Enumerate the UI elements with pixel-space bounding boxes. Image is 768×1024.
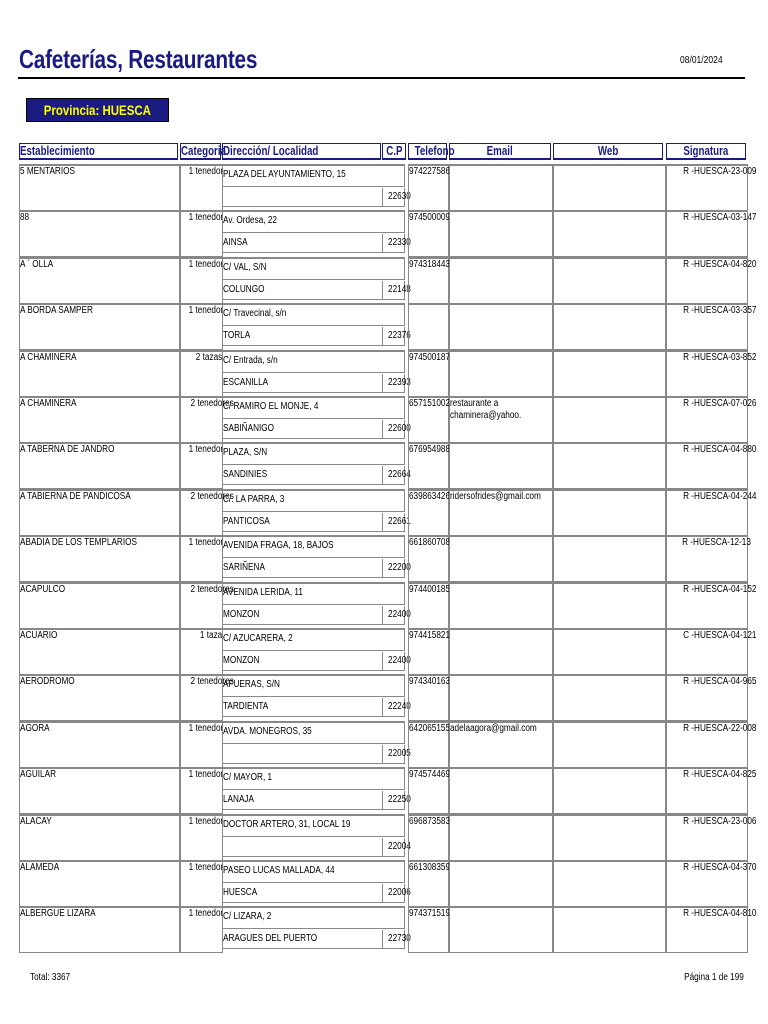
cell-direccion: AVENIDA LERIDA, 11 [222,582,405,605]
cell-cp: 22661 [382,513,405,532]
cell-cp: 22393 [382,374,405,393]
cell-localidad: ARAGUES DEL PUERTO [222,930,382,949]
cell-signatura: R -HUESCA-12-13 [666,535,748,582]
cell-name: A BORDA SAMPER [19,303,180,350]
table-row [19,767,757,812]
table-row [19,489,757,534]
cell-categoria: 1 tenedor [180,303,223,350]
cell-name: ALAMEDA [19,860,180,907]
cell-direccion: PLAZA, S/N [222,442,405,465]
cell-telefono [408,303,449,350]
cell-direccion: PLAZA DEL AYUNTAMIENTO, 15 [222,164,405,187]
cell-telefono: 974500187 [408,350,449,397]
cell-web [553,210,666,257]
cell-web [553,257,666,304]
table-row [19,721,757,766]
cell-cp: 22600 [382,420,405,439]
cell-name: A CHAMINERA [19,350,180,397]
cell-cp: 22250 [382,791,405,810]
report-date: 08/01/2024 [680,55,723,66]
cell-email [449,350,553,397]
column-header-establecimiento: Establecimiento [19,143,178,160]
cell-categoria: 1 tenedor [180,814,223,861]
cell-cp: 22005 [382,745,405,764]
cell-direccion: AVDA. MONEGROS, 35 [222,721,405,744]
cell-direccion: DOCTOR ARTERO, 31, LOCAL 19 [222,814,405,837]
cell-localidad: AINSA [222,234,382,253]
province-label: Provincia: HUESCA [43,102,152,118]
cell-telefono: 974318443 [408,257,449,304]
cell-telefono: 974574469 [408,767,449,814]
cell-telefono: 676954988 [408,442,449,489]
cell-signatura: R -HUESCA-04-370 [666,860,748,907]
cell-signatura: R -HUESCA-03-852 [666,350,748,397]
cell-name: AERODROMO [19,674,180,721]
cell-cp: 22400 [382,606,405,625]
cell-localidad: SARIÑENA [222,559,382,578]
cell-localidad: PANTICOSA [222,513,382,532]
page-title: Cafeterías, Restaurantes [19,44,258,74]
table-row [19,814,757,859]
table-row [19,303,757,348]
cell-direccion: AFUERAS, S/N [222,674,405,697]
table-row [19,906,757,951]
cell-web [553,582,666,629]
cell-direccion: C/ RAMIRO EL MONJE, 4 [222,396,405,419]
cell-categoria: 2 tenedores [180,396,223,443]
cell-telefono: 974500009 [408,210,449,257]
cell-email [449,674,553,721]
column-header-signatura: Signatura [666,143,746,160]
cell-web [553,767,666,814]
cell-web [553,906,666,953]
cell-email [449,582,553,629]
cell-categoria: 1 tenedor [180,860,223,907]
cell-name: AGUILAR [19,767,180,814]
cell-web [553,674,666,721]
cell-signatura: R -HUESCA-04-880 [666,442,748,489]
column-header-telefono: Telefono [408,143,447,160]
table-row [19,210,757,255]
cell-email [449,442,553,489]
column-header-web: Web [553,143,663,160]
cell-email[interactable]: adelaagora@gmail.com [449,721,553,768]
cell-email[interactable]: ridersofrides@gmail.com [449,489,553,536]
cell-name: AGORA [19,721,180,768]
cell-direccion: C/ Travecinal, s/n [222,303,405,326]
cell-email [449,767,553,814]
column-header-categoria: Categoria [181,144,226,158]
cell-categoria: 1 tenedor [180,767,223,814]
cell-name: ABADIA DE LOS TEMPLARIOS [19,535,180,582]
cell-categoria: 1 tenedor [180,442,223,489]
cell-signatura: R -HUESCA-04-825 [666,767,748,814]
cell-localidad [222,745,382,764]
table-row [19,860,757,905]
cell-cp: 22004 [382,838,405,857]
cell-signatura: R -HUESCA-23-006 [666,814,748,861]
cell-cp: 22148 [382,281,405,300]
cell-telefono: 974415821 [408,628,449,675]
table-row [19,442,757,487]
cell-categoria: 1 tenedor [180,164,223,211]
column-header-direccion: Dirección/ Localidad [222,143,381,160]
table-row [19,628,757,673]
cell-direccion: C/ AZUCARERA, 2 [222,628,405,651]
cell-telefono: 657151002 [408,396,449,443]
cell-direccion: PASEO LUCAS MALLADA, 44 [222,860,405,883]
cell-email [449,303,553,350]
cell-email [449,210,553,257]
title-divider [18,77,745,79]
cell-web [553,489,666,536]
cell-categoria: 1 taza [180,628,223,675]
cell-web [553,164,666,211]
cell-cp: 22240 [382,698,405,717]
cell-localidad: ESCANILLA [222,374,382,393]
cell-cp: 22730 [382,930,405,949]
column-header-email: Email [449,143,551,160]
cell-categoria: 2 tenedores [180,582,223,629]
table-row [19,164,757,209]
cell-telefono: 974340163 [408,674,449,721]
page-indicator: Página 1 de 199 [684,972,744,983]
cell-direccion: C/ VAL, S/N [222,257,405,280]
cell-name: ACAPULCO [19,582,180,629]
cell-cp: 22630 [382,188,405,207]
cell-signatura: R -HUESCA-07-026 [666,396,748,443]
cell-email [449,906,553,953]
cell-cp: 22006 [382,884,405,903]
cell-web [553,442,666,489]
cell-cp: 22400 [382,652,405,671]
cell-web [553,721,666,768]
cell-name: A TABERNA DE JANDRO [19,442,180,489]
cell-email [449,628,553,675]
cell-name: ALACAY [19,814,180,861]
cell-telefono: 696873583 [408,814,449,861]
cell-localidad [222,188,382,207]
cell-signatura: R -HUESCA-03-357 [666,303,748,350]
cell-telefono: 639863426 [408,489,449,536]
cell-name: A ´ OLLA [19,257,180,304]
cell-direccion: Av. Ordesa, 22 [222,210,405,233]
cell-web [553,535,666,582]
table-row [19,582,757,627]
cell-categoria: 2 tenedores [180,489,223,536]
cell-signatura: C -HUESCA-04-121 [666,628,748,675]
cell-telefono: 974371519 [408,906,449,953]
cell-web [553,860,666,907]
cell-cp: 22376 [382,327,405,346]
cell-categoria: 2 tenedores [180,674,223,721]
cell-web [553,628,666,675]
cell-email[interactable]: restaurante a chaminera@yahoo. [449,396,553,443]
cell-categoria: 1 tenedor [180,721,223,768]
cell-cp: 22200 [382,559,405,578]
cell-localidad: TARDIENTA [222,698,382,717]
table-row [19,535,751,580]
cell-categoria: 1 tenedor [180,210,223,257]
cell-signatura: R -HUESCA-04-820 [666,257,748,304]
cell-web [553,396,666,443]
cell-telefono: 661860708 [408,535,449,582]
cell-localidad: SABIÑANIGO [222,420,382,439]
cell-localidad: LANAJA [222,791,382,810]
cell-telefono: 974227586 [408,164,449,211]
cell-email [449,860,553,907]
table-row [19,674,757,719]
cell-categoria: 1 tenedor [180,906,223,953]
cell-direccion: C/ Entrada, s/n [222,350,405,373]
cell-localidad: MONZON [222,652,382,671]
cell-cp: 22664 [382,466,405,485]
cell-name: 88 [19,210,180,257]
table-row [19,257,757,302]
cell-email [449,257,553,304]
cell-direccion: C/ MAYOR, 1 [222,767,405,790]
cell-categoria: 2 tazas [180,350,223,397]
cell-telefono: 974400185 [408,582,449,629]
table-row [19,350,757,395]
cell-localidad: MONZON [222,606,382,625]
province-badge [26,98,169,122]
cell-signatura: R -HUESCA-23-009 [666,164,748,211]
table-row [19,396,757,441]
cell-signatura: R -HUESCA-04-965 [666,674,748,721]
cell-email [449,535,553,582]
cell-categoria: 1 tenedor [180,535,223,582]
cell-web [553,814,666,861]
cell-name: ALBERGUE LIZARA [19,906,180,953]
cell-cp: 22330 [382,234,405,253]
cell-direccion: C/. LA PARRA, 3 [222,489,405,512]
cell-signatura: R -HUESCA-04-152 [666,582,748,629]
cell-name: ACUARIO [19,628,180,675]
cell-telefono: 661308359 [408,860,449,907]
cell-signatura: R -HUESCA-04-810 [666,906,748,953]
cell-name: A TABIERNA DE PANDICOSA [19,489,180,536]
cell-categoria: 1 tenedor [180,257,223,304]
cell-localidad: HUESCA [222,884,382,903]
cell-direccion: C/ LIZARA, 2 [222,906,405,929]
total-count: Total: 3367 [30,972,71,983]
cell-name: A CHAMINERA [19,396,180,443]
cell-email [449,814,553,861]
cell-email [449,164,553,211]
cell-signatura: R -HUESCA-03-147 [666,210,748,257]
cell-web [553,350,666,397]
cell-localidad: SANDINIES [222,466,382,485]
cell-telefono: 642065155 [408,721,449,768]
column-header-cp: C.P [382,143,406,160]
cell-web [553,303,666,350]
cell-localidad [222,838,382,857]
cell-name: 5 MENTARIOS [19,164,180,211]
cell-signatura: R -HUESCA-04-244 [666,489,748,536]
cell-localidad: TORLA [222,327,382,346]
cell-signatura: R -HUESCA-22-008 [666,721,748,768]
cell-localidad: COLUNGO [222,281,382,300]
cell-direccion: AVENIDA FRAGA, 18, BAJOS [222,535,405,558]
